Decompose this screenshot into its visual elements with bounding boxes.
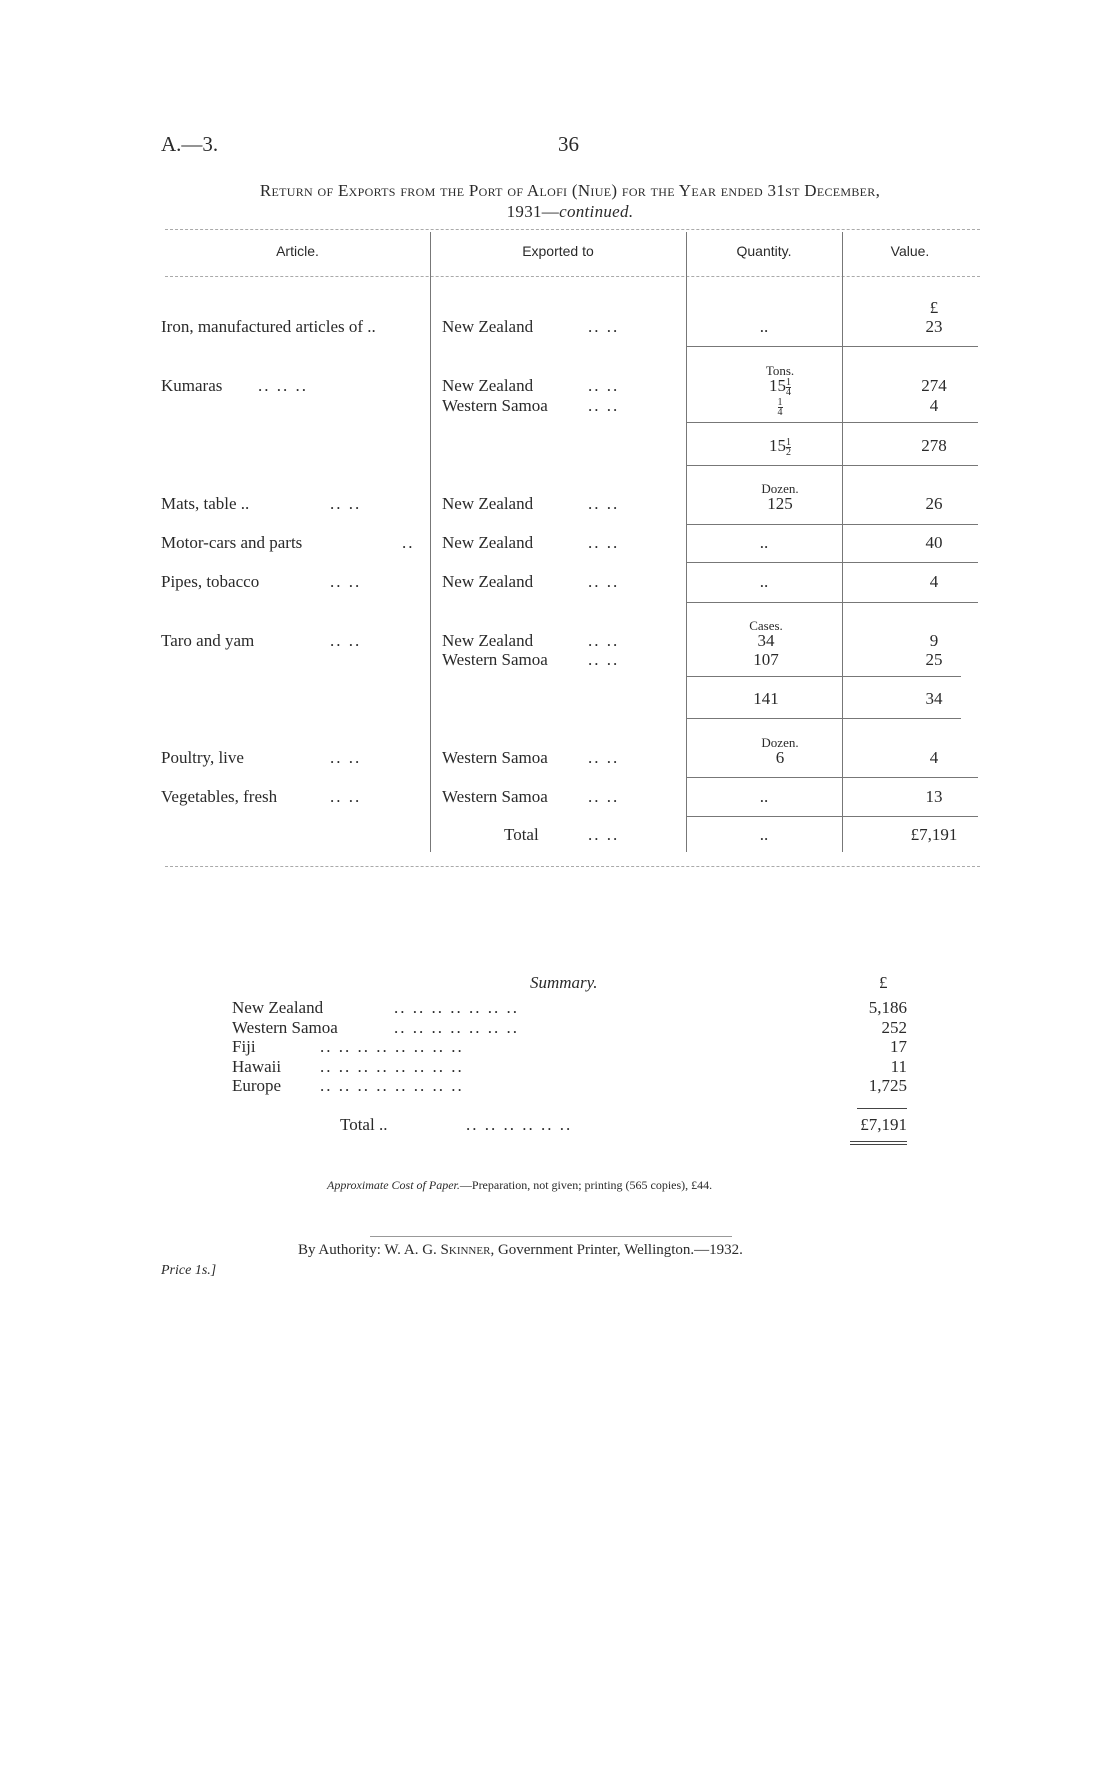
- row-kumaras-value-1: 274: [921, 376, 947, 395]
- rule-pipes: [686, 602, 978, 603]
- row-iron-destination: New Zealand: [442, 317, 534, 336]
- summary-total-rule-2: [850, 1144, 907, 1145]
- col-header-quantity: Quantity.: [736, 243, 792, 259]
- rule-taro: [686, 718, 961, 719]
- row-taro-article-dots: .. ..: [330, 631, 362, 650]
- row-kumaras-article-dots: .. .. ..: [258, 376, 308, 395]
- row-motor-quantity: ..: [759, 533, 769, 552]
- col-header-value: Value.: [890, 243, 930, 259]
- title-line-2: [150, 201, 990, 222]
- summary-western-samoa-value: 252: [881, 1018, 907, 1037]
- rule-motor: [686, 562, 978, 563]
- row-motor-dots: .. ..: [588, 533, 620, 552]
- summary-subtotal-rule: [857, 1108, 907, 1109]
- row-poultry-quantity: 6: [775, 748, 785, 767]
- row-kumaras-total-qty-whole: 15: [769, 436, 786, 455]
- row-taro-value-1: 9: [929, 631, 939, 650]
- summary-heading: Summary.: [530, 973, 598, 992]
- row-mats-dots: .. ..: [588, 494, 620, 513]
- row-iron-value: 23: [925, 317, 943, 336]
- rule-poultry: [686, 777, 978, 778]
- header-bottom-rule: [165, 276, 980, 277]
- fraction-numerator: 1: [777, 396, 783, 408]
- row-pipes-value: 4: [929, 572, 939, 591]
- cost-note-italic: Approximate Cost of Paper.: [327, 1178, 460, 1192]
- row-pipes-article: Pipes, tobacco: [161, 572, 260, 591]
- row-pipes-article-dots: .. ..: [330, 572, 362, 591]
- row-kumaras-qty-2-fraction: [778, 398, 783, 417]
- table-total-quantity: ..: [759, 825, 769, 844]
- row-kumaras-qty-1-fraction: [786, 378, 791, 397]
- row-motor-destination: New Zealand: [442, 533, 534, 552]
- table-total-value: £7,191: [910, 825, 958, 844]
- rule-mats: [686, 524, 978, 525]
- summary-total-dots: .. .. .. .. .. ..: [466, 1115, 573, 1134]
- fraction-denominator: 4: [777, 406, 783, 418]
- rule-vegetables: [686, 816, 978, 817]
- row-mats-unit: Dozen.: [761, 481, 799, 496]
- row-taro-dots-2: .. ..: [588, 650, 620, 669]
- summary-hawaii-dots: .. .. .. .. .. .. .. ..: [320, 1057, 464, 1076]
- row-kumaras-article: Kumaras: [161, 376, 223, 395]
- row-pipes-dots: .. ..: [588, 572, 620, 591]
- row-kumaras-dest-1: New Zealand: [442, 376, 534, 395]
- row-kumaras-qty-1-whole: 15: [769, 376, 786, 395]
- summary-currency: £: [879, 973, 888, 992]
- row-poultry-destination: Western Samoa: [442, 748, 548, 767]
- authority-printer-name: Skinner: [440, 1242, 491, 1258]
- row-taro-qty-1: 34: [757, 631, 775, 650]
- col-header-article: Article.: [276, 243, 319, 259]
- summary-total-label: Total ..: [340, 1115, 388, 1134]
- row-vegetables-article: Vegetables, fresh: [161, 787, 278, 806]
- summary-hawaii-value: 11: [890, 1057, 907, 1076]
- row-vegetables-destination: Western Samoa: [442, 787, 548, 806]
- row-vegetables-quantity: ..: [759, 787, 769, 806]
- row-vegetables-article-dots: .. ..: [330, 787, 362, 806]
- row-iron-value-unit: £: [929, 298, 939, 317]
- summary-fiji-dots: .. .. .. .. .. .. .. ..: [320, 1037, 464, 1056]
- cost-of-paper-note: [327, 1178, 712, 1193]
- row-mats-article-dots: .. ..: [330, 494, 362, 513]
- row-mats-quantity: 125: [767, 494, 793, 513]
- row-poultry-unit: Dozen.: [761, 735, 799, 750]
- row-iron-quantity: ..: [759, 317, 769, 336]
- fraction-numerator: 1: [786, 376, 791, 388]
- rule-kumaras-subtotal-top: [686, 422, 978, 423]
- col-divider-1: [430, 232, 431, 852]
- row-taro-value-2: 25: [925, 650, 943, 669]
- table-top-rule: [165, 229, 980, 230]
- row-pipes-destination: New Zealand: [442, 572, 534, 591]
- summary-total-value: £7,191: [860, 1115, 907, 1134]
- row-poultry-article: Poultry, live: [161, 748, 244, 767]
- row-taro-dots-1: .. ..: [588, 631, 620, 650]
- row-taro-total-value: 34: [925, 689, 943, 708]
- row-mats-value: 26: [925, 494, 943, 513]
- row-vegetables-dots: .. ..: [588, 787, 620, 806]
- summary-total-rule-1: [850, 1141, 907, 1142]
- summary-western-samoa-dots: .. .. .. .. .. .. ..: [394, 1018, 519, 1037]
- summary-europe-label: Europe: [232, 1076, 282, 1095]
- row-motor-article-dots: ..: [402, 533, 415, 552]
- row-taro-unit: Cases.: [749, 618, 783, 633]
- row-poultry-value: 4: [929, 748, 939, 767]
- document-reference: A.—3.: [161, 132, 219, 156]
- row-kumaras-total-value: 278: [921, 436, 947, 455]
- row-taro-qty-2: 107: [753, 650, 779, 669]
- authority-prefix: By Authority: W. A. G.: [298, 1242, 441, 1258]
- row-pipes-quantity: ..: [759, 572, 769, 591]
- summary-europe-dots: .. .. .. .. .. .. .. ..: [320, 1076, 464, 1095]
- row-mats-article: Mats, table ..: [161, 494, 250, 513]
- table-bottom-rule: [165, 866, 980, 867]
- fraction-numerator: 1: [786, 436, 791, 448]
- title-year: 1931—: [506, 202, 560, 221]
- footer-rule: [370, 1236, 732, 1237]
- row-taro-total-qty: 141: [753, 689, 779, 708]
- row-kumaras-dots-2: .. ..: [588, 396, 620, 415]
- table-total-label: Total: [504, 825, 539, 844]
- cost-note-details: —Preparation, not given; printing (565 copies), £44.: [459, 1178, 713, 1192]
- title-line-1: Return of Exports from the Port of Alofi (Niue) for the Year ended 31st December,: [259, 181, 881, 200]
- price-label: Price 1s.]: [161, 1263, 217, 1278]
- summary-fiji-value: 17: [890, 1037, 907, 1056]
- row-motor-value: 40: [925, 533, 943, 552]
- row-taro-article: Taro and yam: [161, 631, 255, 650]
- row-taro-dest-2: Western Samoa: [442, 650, 548, 669]
- summary-new-zealand-label: New Zealand: [232, 998, 324, 1017]
- rule-kumaras: [686, 465, 978, 466]
- fraction-denominator: 4: [786, 386, 791, 398]
- row-kumaras-value-2: 4: [929, 396, 939, 415]
- row-kumaras-dest-2: Western Samoa: [442, 396, 548, 415]
- table-total-dots: .. ..: [588, 825, 620, 844]
- printer-authority: [298, 1242, 743, 1259]
- row-iron-dots: .. ..: [588, 317, 620, 336]
- summary-western-samoa-label: Western Samoa: [232, 1018, 338, 1037]
- rule-taro-subtotal-top: [686, 676, 961, 677]
- row-kumaras-dots-1: .. ..: [588, 376, 620, 395]
- title-continued: continued.: [559, 202, 634, 221]
- summary-europe-value: 1,725: [868, 1076, 907, 1095]
- row-kumaras-total-qty-fraction: [786, 438, 791, 457]
- row-vegetables-value: 13: [925, 787, 943, 806]
- fraction-denominator: 2: [786, 446, 791, 458]
- rule-iron: [686, 346, 978, 347]
- summary-fiji-label: Fiji: [232, 1037, 256, 1056]
- row-taro-dest-1: New Zealand: [442, 631, 534, 650]
- row-poultry-dots: .. ..: [588, 748, 620, 767]
- summary-new-zealand-value: 5,186: [868, 998, 907, 1017]
- page-number: 36: [558, 132, 579, 156]
- row-mats-destination: New Zealand: [442, 494, 534, 513]
- row-motor-article: Motor-cars and parts: [161, 533, 303, 552]
- row-kumaras-unit: Tons.: [765, 363, 795, 378]
- authority-suffix: , Government Printer, Wellington.—1932.: [490, 1242, 743, 1258]
- row-poultry-article-dots: .. ..: [330, 748, 362, 767]
- summary-hawaii-label: Hawaii: [232, 1057, 282, 1076]
- col-header-exported-to: Exported to: [522, 243, 594, 259]
- row-iron-article: Iron, manufactured articles of ..: [161, 317, 376, 336]
- summary-new-zealand-dots: .. .. .. .. .. .. ..: [394, 998, 519, 1017]
- table-title: [150, 180, 990, 222]
